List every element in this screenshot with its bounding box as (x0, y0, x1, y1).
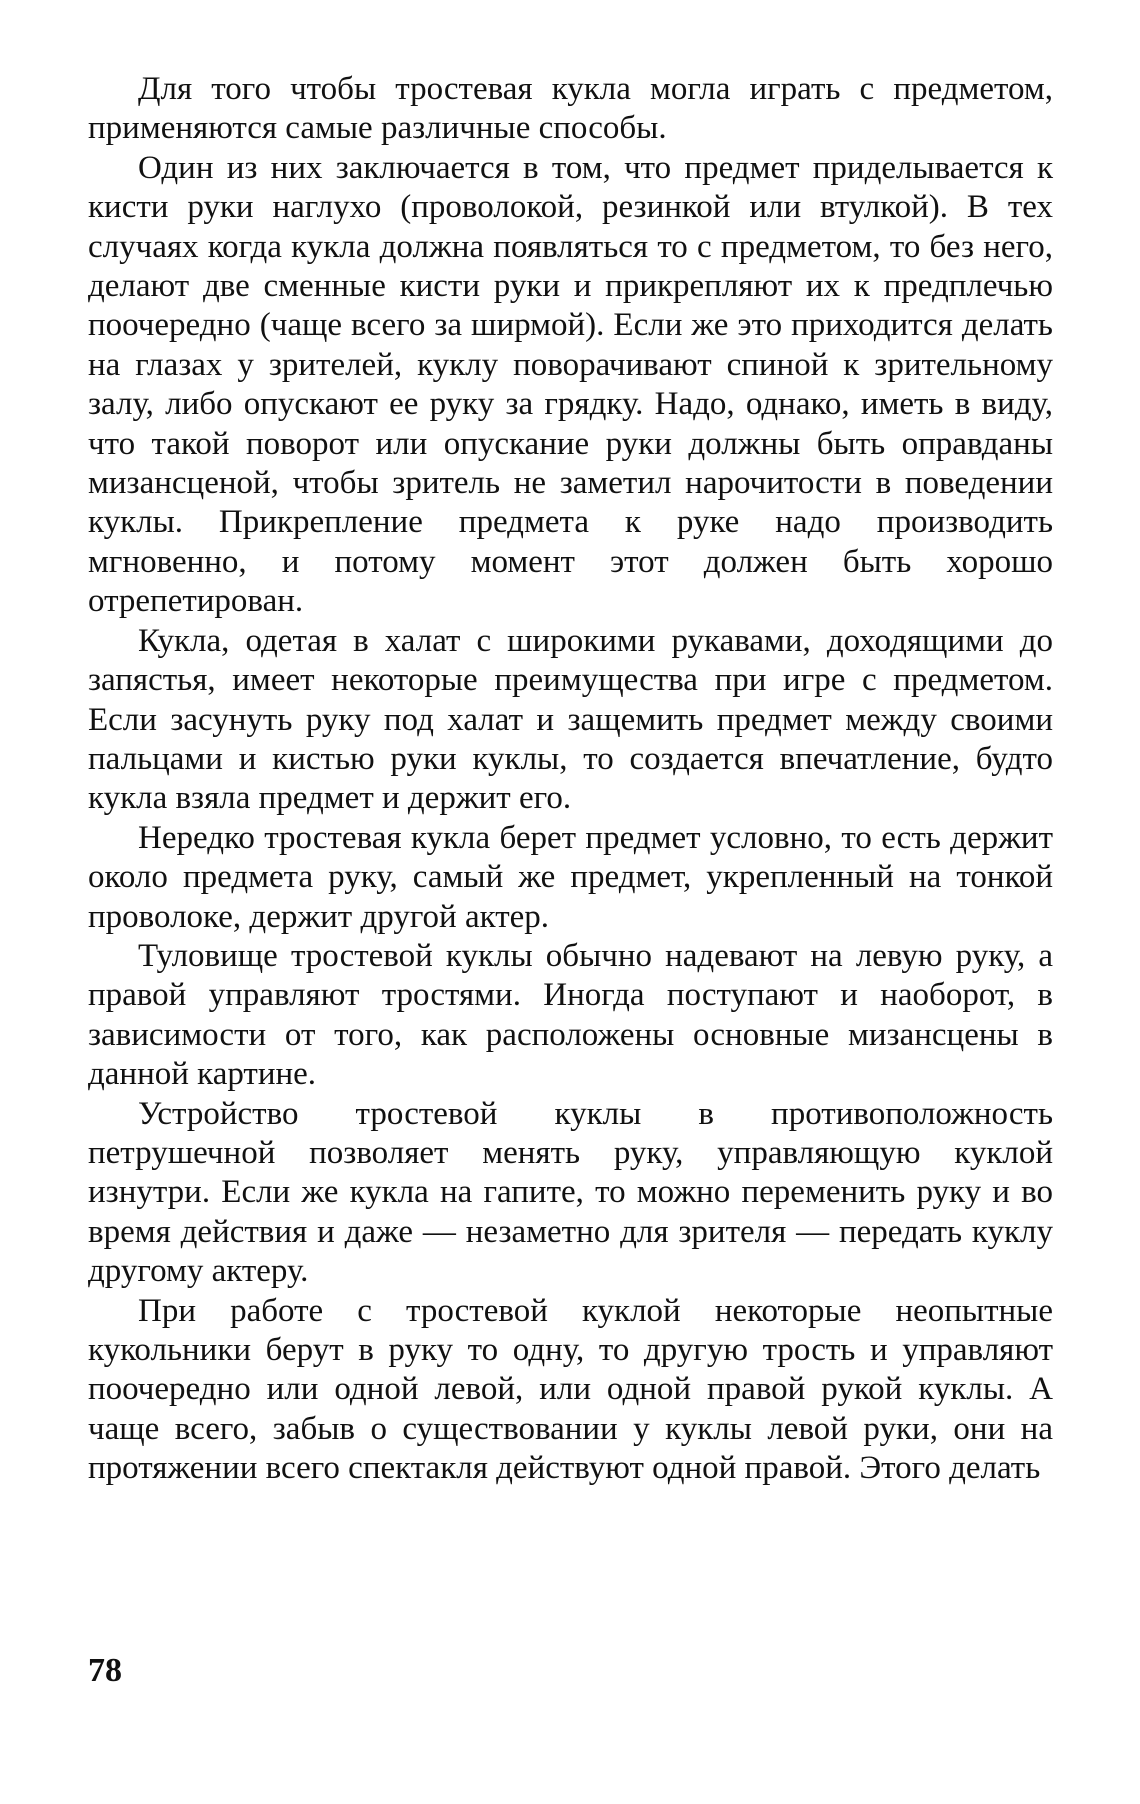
text-column (88, 70, 1053, 1489)
paragraph-4: Нередко тростевая кукла берет предмет условно, то есть держит около предмета руку, самый же предмет, укрепленный на тонкой проволоке, держит другой актер. (88, 819, 1053, 935)
paragraph-3: Кукла, одетая в халат с широкими рукавами, доходящими до запястья, имеет некоторые преимущества при игре с предметом. Если засунуть руку под халат и защемить предмет между своими пальцами и кистью руки куклы, то создается впечатление, будто кукла взяла предмет и держит его. (88, 622, 1053, 817)
paragraph-7: При работе с тростевой куклой некоторые неопытные кукольники берут в руку то одну, то другую трость и управляют поочередно или одной левой, или одной правой рукой куклы. А чаще всего, забыв о существовании у куклы левой руки, они на протяжении всего спектакля действуют одной правой. Этого делать (88, 1292, 1053, 1487)
paragraph-1: Для того чтобы тростевая кукла могла играть с предметом, применяются самые различные способы. (88, 71, 1053, 147)
paragraph-2: Один из них заключается в том, что предмет приделывается к кисти руки наглухо (проволокой, резинкой или втулкой). В тех случаях когда кукла должна появляться то с предметом, то без него, делают две сменные кисти руки и прикрепляют их к предплечью поочередно (чаще всего за ширмой). Если же это приходится делать на глазах у зрителей, куклу поворачивают спиной к зрительному залу, либо опускают ее руку за грядку. Надо, однако, иметь в виду, что такой поворот или опускание руки должны быть оправданы мизансценой, чтобы зритель не заметил нарочитости в поведении куклы. Прикрепление предмета к руке надо производить мгновенно, и потому момент этот должен быть хорошо отрепетирован. (88, 149, 1053, 620)
page-number: 78 (88, 1652, 122, 1689)
paragraph-6: Устройство тростевой куклы в противоположность петрушечной позволяет менять руку, управляющую куклой изнутри. Если же кукла на гапите, то можно переменить руку и во время действия и даже — незаметно для зрителя — передать куклу другому актеру. (88, 1095, 1053, 1290)
paragraph-5: Туловище тростевой куклы обычно надевают на левую руку, а правой управляют тростями. Иногда поступают и наоборот, в зависимости от того, как расположены основные мизансцены в данной картине. (88, 937, 1053, 1093)
